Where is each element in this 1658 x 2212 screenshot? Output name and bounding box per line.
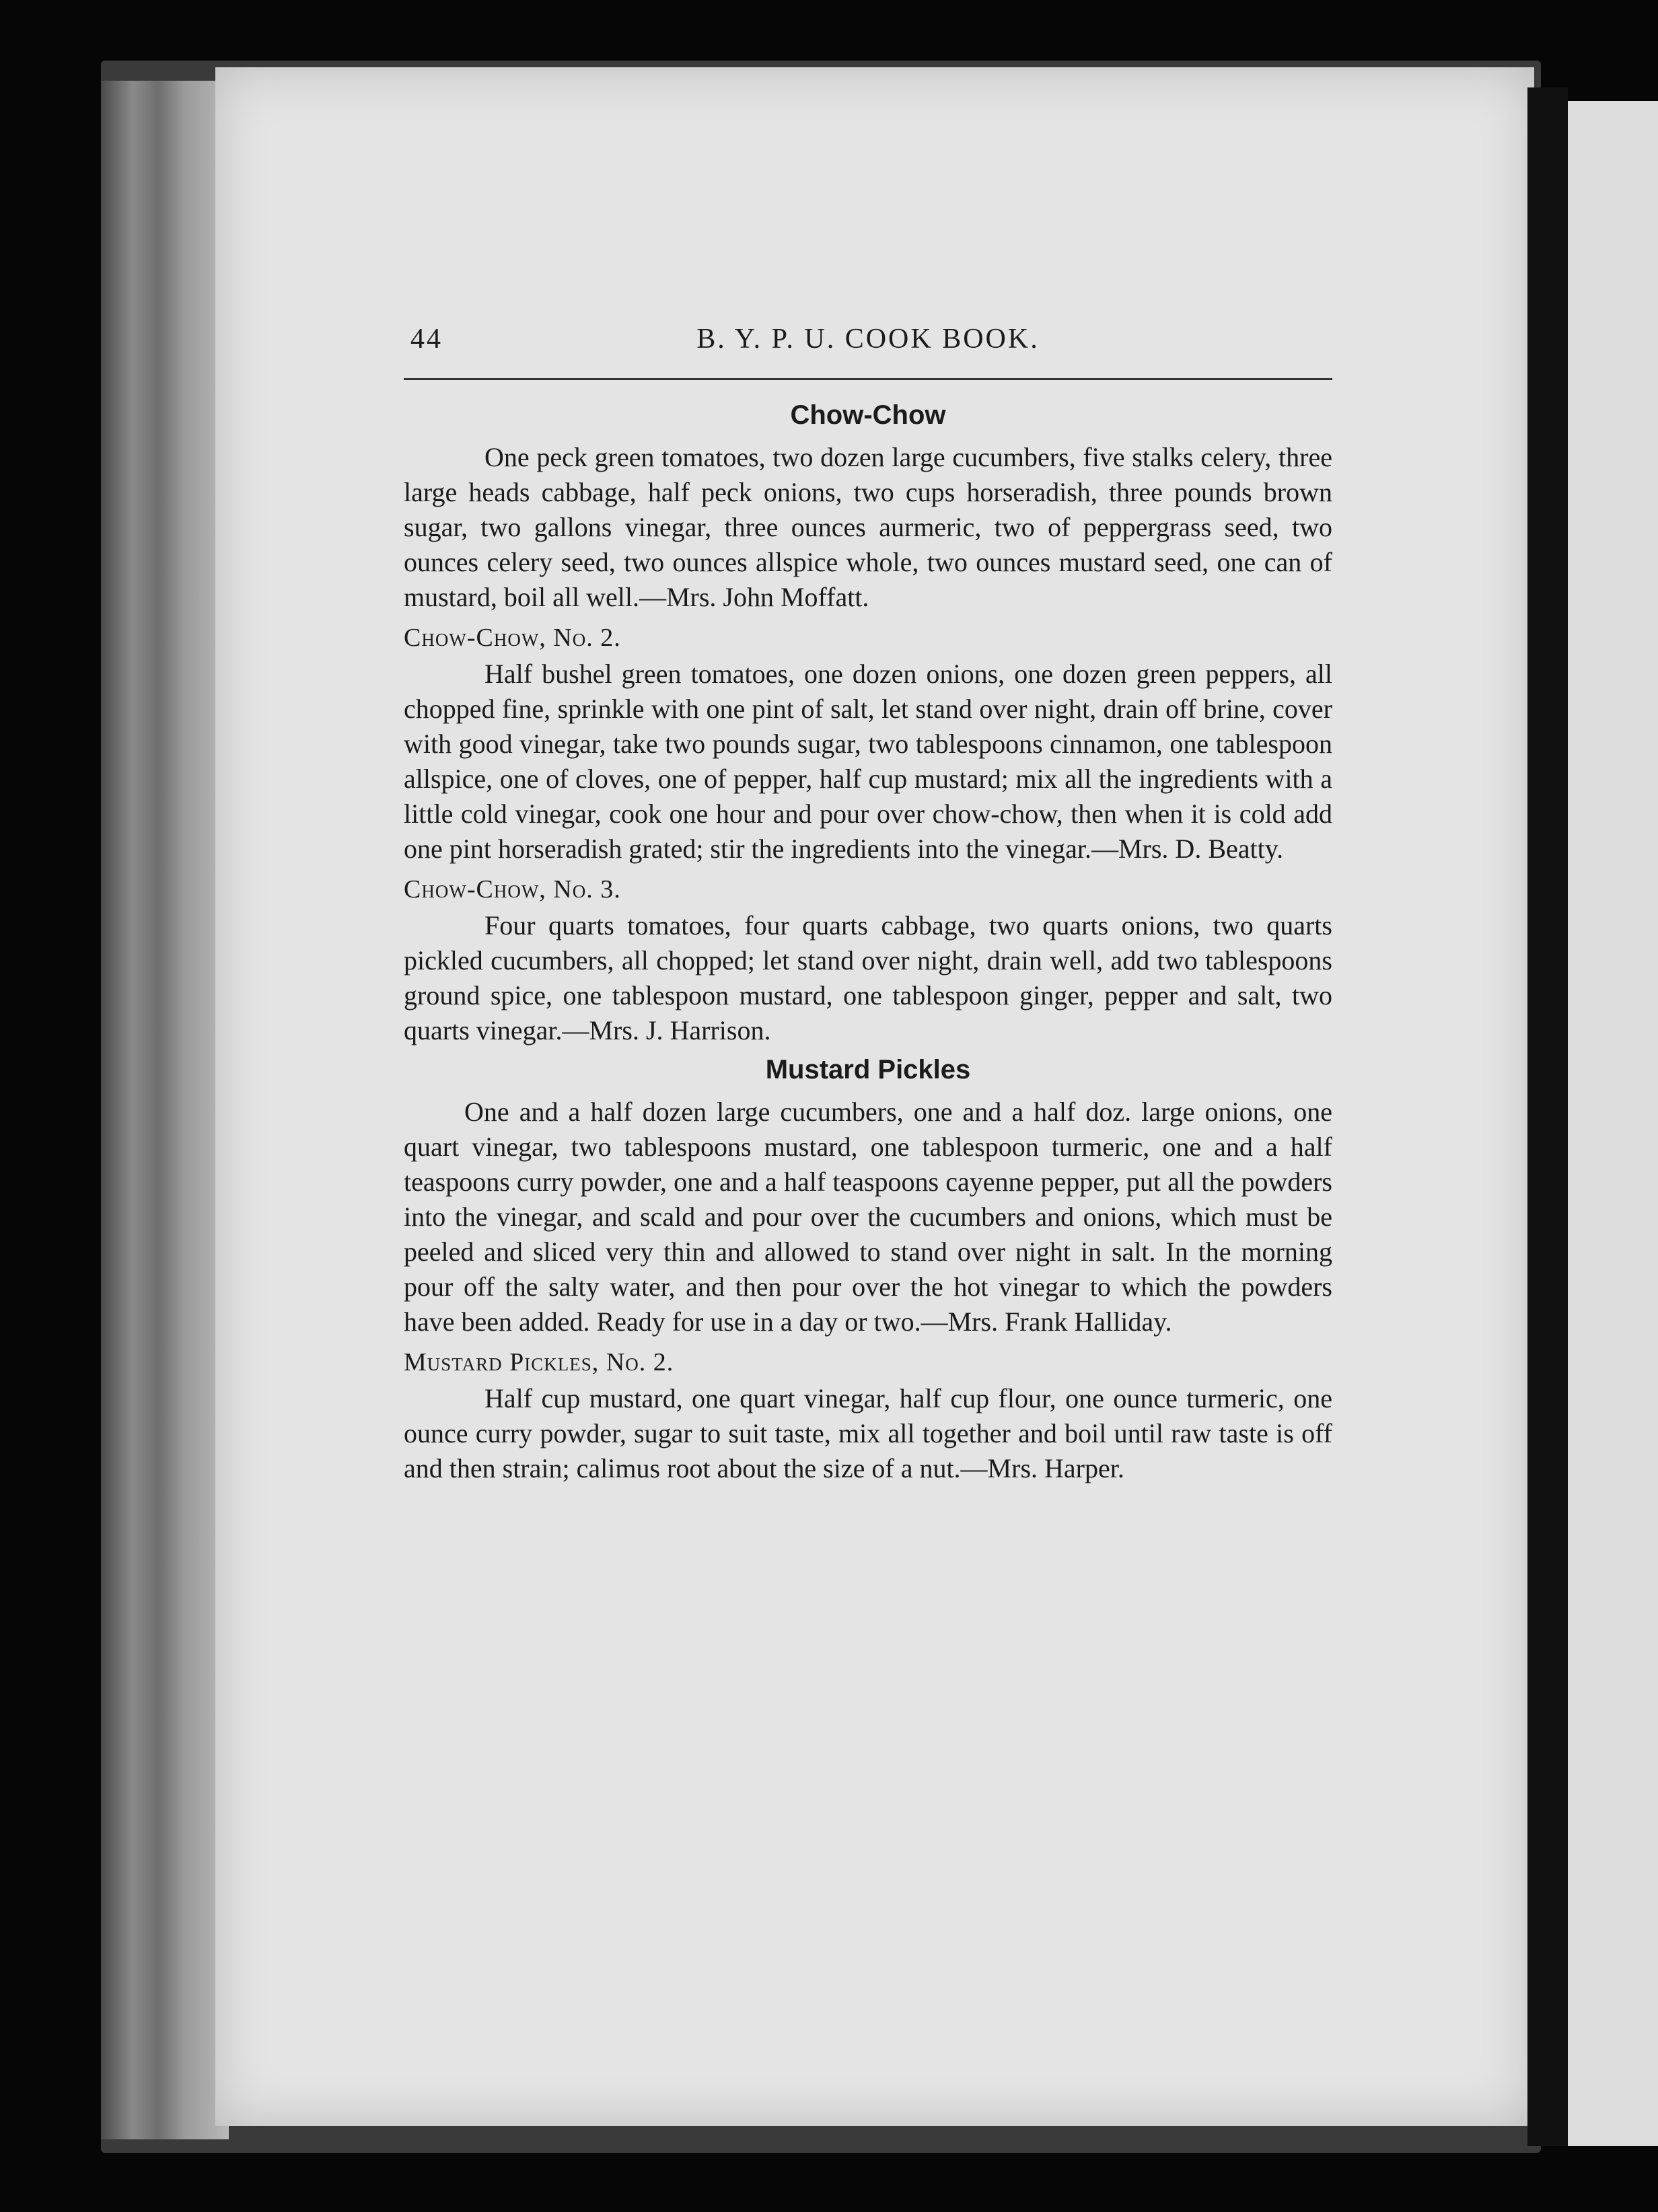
page-number: 44 — [410, 324, 443, 355]
recipe-body-mustard-pickles-2: Half cup mustard, one quart vinegar, half cup flour, one ounce turmeric, one ounce curry powder, sugar to suit taste, mix all together and boil until raw taste is off and then strain; calimus root about the size of a nut.—Mrs. Harper. — [404, 1383, 1332, 1483]
page-gutter-shadow — [1527, 87, 1568, 2146]
recipe-body-chow-chow: One peck green tomatoes, two dozen large cucumbers, five stalks celery, three large heads cabbage, half peck onions, two cups horseradish, three pounds brown sugar, two gallons vinegar, three ounces aurmeric, two of peppergrass seed, two ounces celery seed, two ounces allspice whole, two ounces mustard seed, one can of mustard, boil all well.—Mrs. John Moffatt. — [404, 442, 1332, 612]
page-content — [404, 323, 1332, 1493]
running-head — [404, 323, 1332, 370]
recipe-title-mustard-pickles-2: Mustard Pickles, No. 2. — [404, 1348, 674, 1376]
header-rule — [404, 378, 1332, 380]
recipe-title-mustard-pickles: Mustard Pickles — [765, 1055, 971, 1084]
book-spine-edge — [101, 81, 229, 2139]
book-title: B. Y. P. U. COOK BOOK. — [696, 324, 1040, 355]
recipe-body-mustard-pickles: One and a half dozen large cucumbers, one and a half doz. large onions, one quart vinegar, two tablespoons mustard, one tablespoon turmeric, one and a half teaspoons curry powder, one and a half teaspoons cayenne pepper, put all the powders into the vinegar, and scald and pour over the cucumbers and onions, which must be peeled and sliced very thin and allowed to stand over night in salt. In the morning pour off the salty water, and then pour over the hot vinegar to which the powders have been added. Ready for use in a day or two.—Mrs. Frank Halliday. — [404, 1097, 1332, 1337]
recipe-title-chow-chow-2: Chow-Chow, No. 2. — [404, 624, 621, 652]
recipe-title-chow-chow: Chow-Chow — [790, 400, 946, 430]
recipe-body-chow-chow-3: Four quarts tomatoes, four quarts cabbage, two quarts onions, two quarts pickled cucumbers, all chopped; let stand over night, drain well, add two tablespoons ground spice, one tablespoon mustard, one tablespoon ginger, pepper and salt, two quarts vinegar.—Mrs. J. Harrison. — [404, 910, 1332, 1045]
facing-page-edge — [1568, 101, 1658, 2146]
recipe-body-chow-chow-2: Half bushel green tomatoes, one dozen onions, one dozen green peppers, all chopped fine, sprinkle with one pint of salt, let stand over night, drain off brine, cover with good vinegar, take two pounds sugar, two tablespoons cinnamon, one tablespoon allspice, one of cloves, one of pepper, half cup mustard; mix all the ingredients with a little cold vinegar, cook one hour and pour over chow-chow, then when it is cold add one pint horseradish grated; stir the ingredients into the vinegar.—Mrs. D. Beatty. — [404, 659, 1332, 864]
recipe-title-chow-chow-3: Chow-Chow, No. 3. — [404, 875, 621, 904]
